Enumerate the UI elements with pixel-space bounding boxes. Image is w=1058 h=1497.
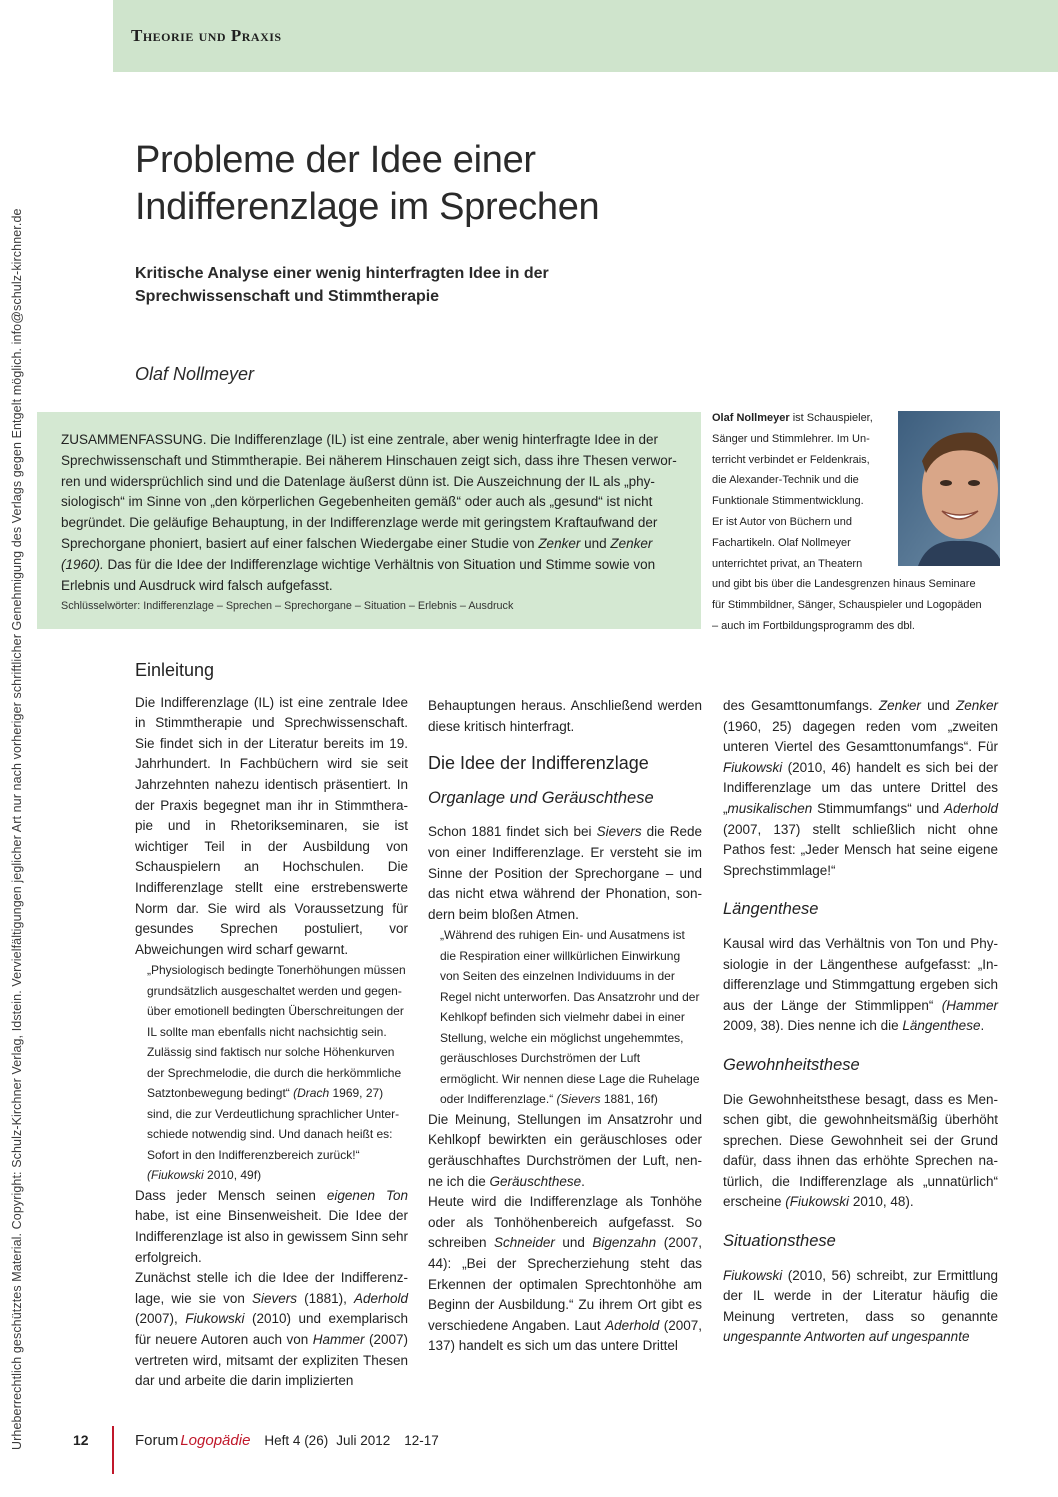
- author-bio: [712, 408, 1002, 637]
- citation-name: Hammer: [312, 1331, 365, 1347]
- column-1: [135, 660, 408, 1392]
- paragraph: [723, 1090, 998, 1214]
- quote-text: „Während des ruhigen Ein- und Ausatmens ist die Respiration einer willkürlichen Einwirkung von Seiten des einzelnen Individuums in der Regel nicht unterworfen. Das Ansatzrohr und der Kehlkopf befinden sich vielmehr dabei in einer Stellung, welche ein möglichst ungehemmtes, geräuschloses Durchströmen der Luft ermöglicht. Wir nennen diese Lage die Ruhelage oder Indifferenzlage.“: [440, 928, 700, 1107]
- text-run: (2007),: [135, 1311, 186, 1327]
- text-run: Stimmumfangs“ und: [812, 800, 944, 816]
- quote-text: „Physiologisch bedingte Tonerhöhungen müssen grundsätzlich ausgeschaltet werden und gegenüber emotionell bedingten Überschreitungen der IL sollte man ebenfalls nicht nachsichtig sein. Zulässig sind faktisch nur solche Höhenkurven der Sprechmelodie, die durch die herkömmliche Satztonbewegung bedingt“: [147, 963, 406, 1101]
- citation-name: Aderhold: [943, 800, 998, 816]
- article-subtitle: [135, 262, 655, 308]
- text-run: (2007, 137) handelt es sich um das untere Drittel: [428, 1317, 703, 1354]
- abstract-line: siologisch“ im Sinne von „den körperlichen Gegebenheiten gemäß“ oder auch als „gesund“ ist nicht: [61, 494, 653, 510]
- text-run: Schon 1881 findet sich bei: [428, 824, 597, 840]
- citation-name: Fiukowski: [185, 1311, 245, 1327]
- citation-name: Bigenzahn: [592, 1235, 657, 1251]
- article-pages: 12-17: [404, 1433, 439, 1448]
- author-byline: Olaf Nollmeyer: [135, 364, 255, 384]
- citation-name: Fiukowski: [723, 759, 783, 775]
- citation-name: Zenker: [610, 535, 653, 551]
- copyright-notice: Urheberrechtlich geschütztes Material. Copyright: Schulz-Kirchner Verlag, Idstein. Vervielfältigungen jeglicher Art nur nach vorheriger schriftlicher Genehmigung des Verlags gegen Entgelt möglich. info@schulz-kirchner.de: [10, 208, 24, 1450]
- citation-year: (1960).: [61, 556, 104, 572]
- text-run: Kausal wird das Verhältnis von Ton und Physiologie in der Längenthese aufgefasst: „Indifferenzlage und Stimmgattung ergeben sich aus der Länge der Stimmlippen“: [723, 935, 998, 1013]
- text-run: habe, ist eine Binsenweisheit. Die Idee der Indifferenzlage ist also in gewissem Sinn sehr erfolgreich.: [135, 1208, 408, 1265]
- journal-name-part-1: Forum: [135, 1432, 179, 1449]
- bio-line: unterrichtet privat, an Theatern: [712, 557, 863, 570]
- emphasis: ungespannte Antworten auf ungespannte: [723, 1329, 970, 1345]
- block-quote: „Während des ruhigen Ein- und Ausatmens ist die Respiration einer willkürlichen Einwirkung von Seiten des einzelnen Individuums in der Regel nicht unterworfen. Das Ansatzrohr und der Kehlkopf befinden sich vielmehr dabei in einer Stellung, welche ein möglichst ungehemmtes, geräuschloses Durchströmen der Luft ermöglicht. Wir nennen diese Lage die Ruhelage oder Indifferenzlage.“ (Sievers 1881, 16f): [440, 928, 700, 1107]
- citation-name: Zenker: [878, 698, 921, 713]
- citation-name: Zenker: [538, 535, 581, 551]
- text-run: Sprechorgane phoniert, basiert auf einer falschen Wiedergabe einer Studie von: [61, 535, 539, 551]
- column-2: [428, 696, 702, 1357]
- bio-author-name: Olaf Nollmeyer: [712, 412, 790, 424]
- citation-year: 1881, 16f): [600, 1092, 658, 1107]
- text-run: Zunächst stelle ich die Idee der Indifferenzlage, wie sie von: [135, 1270, 408, 1306]
- emphasis: Geräuschthese: [489, 1173, 582, 1189]
- title-line-2: Indifferenzlage im Sprechen: [135, 186, 600, 228]
- text-run: (2010) und exemplarisch für neuere Autoren auch von: [135, 1311, 408, 1347]
- subtitle-line-1: Kritische Analyse einer wenig hinterfragten Idee in der: [135, 265, 549, 282]
- bio-line: Er ist Autor von Büchern und: [712, 515, 853, 528]
- emphasis: Längenthese: [902, 1018, 981, 1034]
- paragraph: [428, 822, 702, 925]
- citation-year: 2010, 49f): [203, 1168, 262, 1183]
- citation-name: (Fiukowski: [785, 1194, 850, 1210]
- bio-line: Sänger und Stimmlehrer. Im Un-: [712, 432, 870, 445]
- citation-name: Fiukowski: [151, 1168, 204, 1183]
- emphasis: musikalischen: [727, 800, 813, 816]
- citation-name: Schneider: [494, 1235, 555, 1251]
- subsection-heading: Organlage und Geräuschthese: [428, 788, 654, 807]
- abstract-line: [61, 534, 681, 555]
- text-run: (2007, 44): „Bei der Sprecherziehung steht das Erkennen der optimalen Sprechtonhöhe am Beginn der Ausbildung.“ Zu ihrem Ort gibt es verschiedene Angaben. Laut: [428, 1235, 702, 1333]
- text-run: 2009, 38). Dies nenne ich die: [723, 1018, 903, 1034]
- bio-line: [712, 408, 1002, 429]
- subsection-heading: Längenthese: [723, 900, 819, 919]
- keywords: Schlüsselwörter: Indifferenzlage – Sprechen – Sprechorgane – Situation – Erlebnis – Ausdruck: [61, 600, 514, 613]
- bio-line: Funktionale Stimmentwicklung.: [712, 495, 864, 508]
- paragraph: [428, 1192, 702, 1357]
- text-run: (2010, 56) schreibt, zur Ermittlung der IL werde in der Literatur häufig die Meinung vertreten, dass so genannte: [723, 1267, 998, 1324]
- paragraph: [428, 1110, 702, 1192]
- text-run: ist Schauspieler,: [789, 412, 873, 424]
- abstract-line: begründet. Die geläufige Behauptung, in der Indifferenzlage werde mit geringstem Kraftaufwand der: [61, 515, 658, 531]
- citation-name: Drach: [297, 1086, 330, 1101]
- bio-line: – auch im Fortbildungsprogramm des dbl.: [712, 619, 915, 632]
- emphasis: eigenen Ton: [326, 1187, 408, 1203]
- text-run: (1960, 25) dagegen reden vom „zweiten unteren Viertel des Gesamttonumfangs“. Für: [723, 718, 998, 755]
- paragraph: Die Indifferenzlage (IL) ist eine zentrale Idee in Stimmtherapie und Sprechwissenschaft. Sie findet sich in der Literatur bereits im 19. Jahrhundert. In Fachbüchern wird sie seit Jahrzehnten nahezu identisch präsentiert. In der Praxis begegnet man ihr in Stimmtherapie und in Rhetorikseminaren, sie ist wichtiger Teil in der Ausbildung von Schauspielern an Hochschulen. Die Indifferenzlage stellt eine erstrebenswerte Norm dar. Sie wird als Voraussetzung für gesundes Sprechen postuliert, vor Abweichungen wird scharf gewarnt.: [135, 694, 408, 957]
- bio-line: terricht verbindet er Feldenkrais,: [712, 453, 870, 466]
- quote-text: sind, die zur Verdeutlichung sprachlicher Unterschiede notwendig sind. Und danach heißt es: Sofort in den Indifferenzbereich zurück!“: [147, 1106, 400, 1162]
- text-run: und: [554, 1235, 593, 1251]
- footer-info: [135, 1432, 439, 1449]
- section-heading: Die Idee der Indifferenzlage: [428, 753, 649, 774]
- citation-year: 1969, 27): [329, 1086, 384, 1101]
- text-run: (2007) vertreten wird, mitsamt der expliziten Thesen dar und arbeite die darin implizierten: [135, 1331, 408, 1389]
- paragraph: Behauptungen heraus. Anschließend werden diese kritisch hinterfragt.: [428, 698, 702, 734]
- paragraph: [723, 934, 998, 1037]
- text-run: (2010, 46) handelt es sich bei der Indifferenzlage um das untere Drittel des „: [723, 759, 998, 816]
- citation-name: (Hammer: [941, 997, 998, 1013]
- citation-name: Aderhold: [353, 1290, 408, 1306]
- text-run: (2007, 137) stellt schließlich nicht ohne Pathos fest: „Jeder Mensch hat seine eigene Sprechstimmlage!“: [723, 821, 998, 878]
- footer-divider: [112, 1426, 114, 1474]
- abstract-line: Erlebnis und Ausdruck wird falsch aufgefasst.: [61, 577, 333, 593]
- text-run: Dass jeder Mensch seinen: [135, 1187, 327, 1203]
- text-run: .: [980, 1018, 985, 1034]
- text-run: (1881),: [296, 1290, 354, 1306]
- abstract-line: [61, 555, 681, 576]
- page-number: 12: [73, 1432, 89, 1448]
- citation-name: Zenker: [955, 698, 999, 713]
- paragraph: [135, 1186, 408, 1268]
- abstract-box: [37, 412, 701, 629]
- subtitle-line-2: Sprechwissenschaft und Stimmtherapie: [135, 288, 440, 305]
- bio-line: Fachartikeln. Olaf Nollmeyer: [712, 536, 851, 549]
- text-run: Das für die Idee der Indifferenzlage wichtige Verhältnis von Situation und Stimme sowie von: [103, 556, 656, 572]
- block-quote: „Physiologisch bedingte Tonerhöhungen müssen grundsätzlich ausgeschaltet werden und gegenüber emotionell bedingten Überschreitungen der IL sollte man ebenfalls nicht nachsichtig sein. Zulässig sind faktisch nur solche Höhenkurven der Sprechmelodie, die durch die herkömmliche Satztonbewegung bedingt“ (Drach 1969, 27) sind, die zur Verdeutlichung sprachlicher Unterschiede notwendig sind. Und danach heißt es: Sofort in den Indifferenzbereich zurück!“ (Fiukowski 2010, 49f): [147, 963, 406, 1183]
- citation-name: Aderhold: [605, 1317, 660, 1333]
- issue-number: Heft 4 (26): [264, 1433, 329, 1448]
- section-heading: Einleitung: [135, 660, 215, 680]
- text-run: Die Meinung, Stellungen im Ansatzrohr und Kehlkopf bewirkten ein geräuschloses oder geräuschhaftes Durchströmen der Luft, nenne ich die: [428, 1111, 702, 1189]
- citation-name: Fiukowski: [723, 1267, 783, 1283]
- citation-name: Sievers: [596, 824, 642, 840]
- article-title: [135, 137, 599, 231]
- text-run: Die Gewohnheitsthese besagt, dass es Menschen gibt, die gewohnheitsmäßig überhöht sprechen. Diese Gewohnheit sei der Grund dafür, dass ihnen das erhöhte Sprechen natürlich, die Indifferenzlage als „unnatürlich“ erscheine: [723, 1091, 998, 1210]
- text-run: .: [581, 1173, 585, 1189]
- bio-line: und gibt bis über die Landesgrenzen hinaus Seminare: [712, 578, 976, 591]
- section-label: Theorie und Praxis: [131, 26, 282, 45]
- paragraph: [723, 1266, 998, 1348]
- abstract-line: ZUSAMMENFASSUNG. Die Indifferenzlage (IL) ist eine zentrale, aber wenig hinterfragte Idee in der: [61, 432, 659, 447]
- subsection-heading: Situationsthese: [723, 1232, 836, 1251]
- text-run: die Rede von einer Indifferenzlage. Er versteht sie im Sinne der Position der Sprechorgane – und das nicht etwa während der Phonation, sondern beim bloßen Atmen.: [428, 824, 702, 922]
- text-run: und: [920, 698, 956, 713]
- paragraph: [723, 696, 998, 881]
- text-run: 2010, 48).: [849, 1194, 914, 1210]
- text-run: und: [580, 535, 611, 551]
- abstract-line: ren und widersprüchlich sind und die Datenlage äußerst dünn ist. Die Auszeichnung der IL als „phy-: [61, 473, 655, 489]
- paragraph: [135, 1268, 408, 1392]
- abstract-line: Sprechwissenschaft und Stimmtherapie. Bei näherem Hinschauen zeigt sich, dass ihre Thesen verwor-: [61, 452, 677, 468]
- citation-name: Sievers: [560, 1092, 601, 1107]
- text-run: Heute wird die Indifferenzlage als Tonhöhe oder als Tonhöhenbereich aufgefasst. So schreiben: [428, 1194, 702, 1251]
- journal-name-part-2: Logopädie: [180, 1432, 251, 1449]
- title-line-1: Probleme der Idee einer: [135, 139, 536, 181]
- citation-name: Sievers: [251, 1290, 297, 1306]
- column-3: [723, 696, 998, 1348]
- bio-line: für Stimmbildner, Sänger, Schauspieler und Logopäden: [712, 599, 982, 612]
- issue-date: Juli 2012: [336, 1433, 391, 1448]
- bio-line: die Alexander-Technik und die: [712, 474, 859, 487]
- text-run: des Gesamttonumfangs.: [723, 698, 879, 713]
- subsection-heading: Gewohnheitsthese: [723, 1055, 860, 1074]
